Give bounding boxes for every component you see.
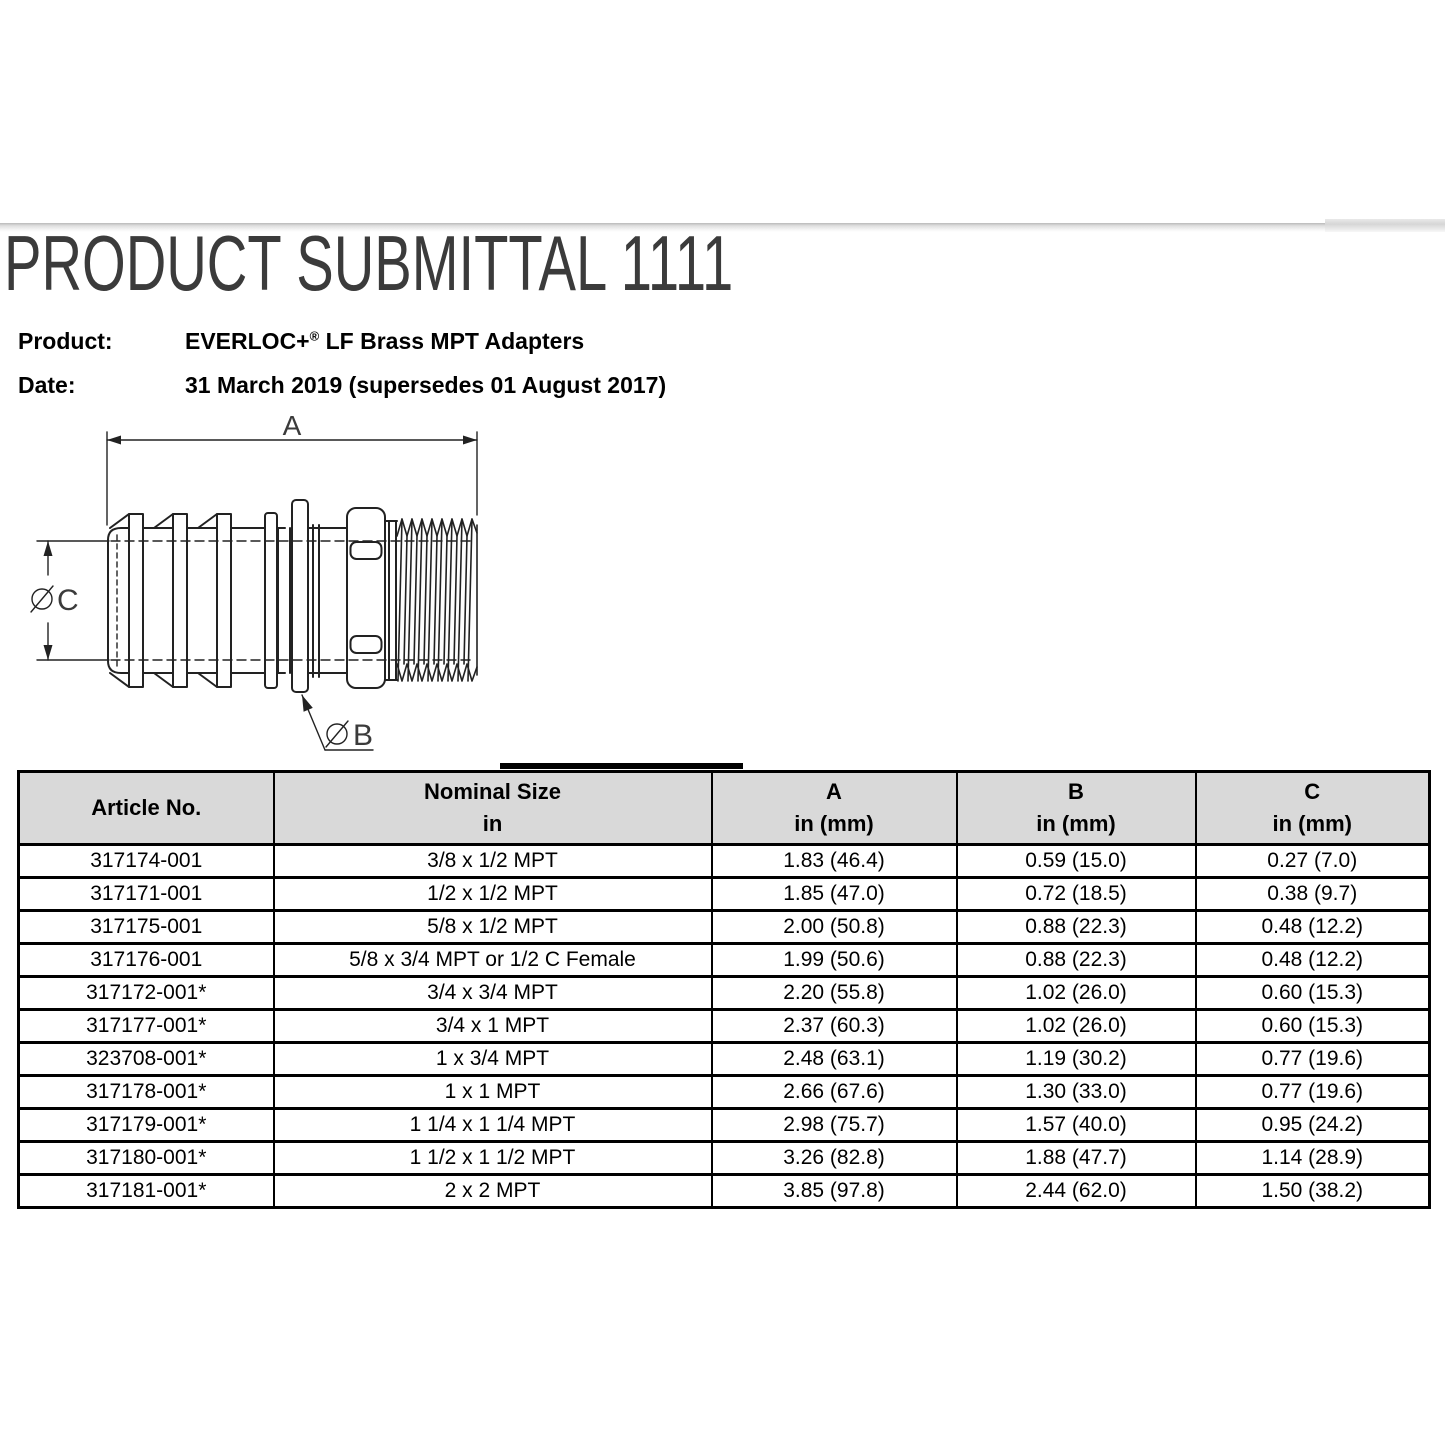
- dim-c-cell: 0.77 (19.6): [1196, 1076, 1430, 1109]
- arrowhead-up: [44, 541, 53, 556]
- arrowhead-right: [463, 436, 477, 445]
- nominal-size-cell: 2 x 2 MPT: [274, 1175, 712, 1208]
- dim-a-cell: 1.99 (50.6): [712, 944, 957, 977]
- arrowhead-leader: [302, 695, 313, 712]
- article-no-cell: 317180-001*: [19, 1142, 274, 1175]
- body-after-flange: [308, 525, 347, 677]
- dim-a-cell: 1.83 (46.4): [712, 845, 957, 878]
- nominal-size-cell: 1 1/4 x 1 1/4 MPT: [274, 1109, 712, 1142]
- dim-b-cell: 0.88 (22.3): [957, 911, 1196, 944]
- dim-b-cell: 0.88 (22.3): [957, 944, 1196, 977]
- mpt-threads: [397, 519, 477, 681]
- product-name-rest: LF Brass MPT Adapters: [319, 328, 585, 354]
- dim-a-cell: 2.48 (63.1): [712, 1043, 957, 1076]
- product-value: [185, 328, 584, 355]
- nominal-size-cell: 3/8 x 1/2 MPT: [274, 845, 712, 878]
- col-header-nominal-size: Nominal Size in: [274, 772, 712, 845]
- dim-a-cell: 2.20 (55.8): [712, 977, 957, 1010]
- dim-b-cell: 0.72 (18.5): [957, 878, 1196, 911]
- dim-c-cell: 0.77 (19.6): [1196, 1043, 1430, 1076]
- registered-trademark-symbol: ®: [309, 328, 320, 344]
- col-header-a: A in (mm): [712, 772, 957, 845]
- nominal-size-cell: 3/4 x 1 MPT: [274, 1010, 712, 1043]
- table-row: [19, 944, 1430, 977]
- arrowhead-down: [44, 645, 53, 660]
- dim-c-cell: 0.48 (12.2): [1196, 911, 1430, 944]
- dim-c-cell: 0.48 (12.2): [1196, 944, 1430, 977]
- nominal-size-cell: 1 x 3/4 MPT: [274, 1043, 712, 1076]
- dim-b-cell: 1.88 (47.7): [957, 1142, 1196, 1175]
- dim-c-cell: 0.60 (15.3): [1196, 977, 1430, 1010]
- dim-a-cell: 3.26 (82.8): [712, 1142, 957, 1175]
- nominal-size-cell: 1/2 x 1/2 MPT: [274, 878, 712, 911]
- scan-artifact: [500, 763, 743, 769]
- nominal-size-cell: 3/4 x 3/4 MPT: [274, 977, 712, 1010]
- article-no-cell: 317174-001: [19, 845, 274, 878]
- article-no-cell: 317181-001*: [19, 1175, 274, 1208]
- table-body: [19, 845, 1430, 1208]
- dim-a-cell: 3.85 (97.8): [712, 1175, 957, 1208]
- col-header-article-no: Article No.: [19, 772, 274, 845]
- nominal-size-cell: 5/8 x 1/2 MPT: [274, 911, 712, 944]
- dim-a-cell: 2.00 (50.8): [712, 911, 957, 944]
- table-row: [19, 1076, 1430, 1109]
- dim-c-cell: 0.38 (9.7): [1196, 878, 1430, 911]
- dim-a-cell: 2.37 (60.3): [712, 1010, 957, 1043]
- product-name: EVERLOC+: [185, 328, 310, 354]
- article-no-cell: 317171-001: [19, 878, 274, 911]
- table-row: [19, 911, 1430, 944]
- date-value: 31 March 2019 (supersedes 01 August 2017): [185, 372, 667, 398]
- hex-nut: [347, 508, 385, 688]
- dim-c-cell: 1.14 (28.9): [1196, 1142, 1430, 1175]
- table-row: [19, 878, 1430, 911]
- table-row: [19, 1175, 1430, 1208]
- article-no-cell: 317175-001: [19, 911, 274, 944]
- article-no-cell: 317179-001*: [19, 1109, 274, 1142]
- technical-drawing: [15, 415, 525, 767]
- article-no-cell: 317176-001: [19, 944, 274, 977]
- thread-relief: [385, 521, 397, 680]
- dim-b-cell: 1.02 (26.0): [957, 977, 1196, 1010]
- product-row: [18, 328, 918, 355]
- product-label: Product:: [18, 328, 113, 354]
- dimensions-table: [17, 770, 1431, 1209]
- dim-b-cell: 2.44 (62.0): [957, 1175, 1196, 1208]
- date-row: [18, 372, 918, 399]
- retaining-ring: [265, 513, 277, 688]
- table-row: [19, 977, 1430, 1010]
- page-title: PRODUCT SUBMITTAL 1111: [4, 219, 734, 307]
- arrowhead-left: [107, 436, 121, 445]
- col-header-c: C in (mm): [1196, 772, 1430, 845]
- table-row: [19, 1010, 1430, 1043]
- date-label: Date:: [18, 372, 76, 398]
- dim-b-cell: 0.59 (15.0): [957, 845, 1196, 878]
- article-no-cell: 323708-001*: [19, 1043, 274, 1076]
- nominal-size-cell: 1 x 1 MPT: [274, 1076, 712, 1109]
- dim-b-cell: 1.02 (26.0): [957, 1010, 1196, 1043]
- article-no-cell: 317172-001*: [19, 977, 274, 1010]
- col-header-b: B in (mm): [957, 772, 1196, 845]
- dim-a-cell: 1.85 (47.0): [712, 878, 957, 911]
- dim-b-cell: 1.57 (40.0): [957, 1109, 1196, 1142]
- nominal-size-cell: 5/8 x 3/4 MPT or 1/2 C Female: [274, 944, 712, 977]
- table-row: [19, 1043, 1430, 1076]
- dim-b-cell: 1.19 (30.2): [957, 1043, 1196, 1076]
- dim-b-cell: 1.30 (33.0): [957, 1076, 1196, 1109]
- collar-flange: [292, 500, 308, 692]
- dim-c-cell: 0.60 (15.3): [1196, 1010, 1430, 1043]
- table-header: [19, 772, 1430, 845]
- dim-c-cell: 0.95 (24.2): [1196, 1109, 1430, 1142]
- table-row: [19, 1109, 1430, 1142]
- dim-a-cell: 2.66 (67.6): [712, 1076, 957, 1109]
- article-no-cell: 317177-001*: [19, 1010, 274, 1043]
- dim-c-cell: 0.27 (7.0): [1196, 845, 1430, 878]
- nominal-size-cell: 1 1/2 x 1 1/2 MPT: [274, 1142, 712, 1175]
- table-row: [19, 1142, 1430, 1175]
- dim-b-label: B: [353, 719, 374, 752]
- table-row: [19, 845, 1430, 878]
- dim-a-cell: 2.98 (75.7): [712, 1109, 957, 1142]
- article-no-cell: 317178-001*: [19, 1076, 274, 1109]
- dim-a-label: A: [282, 415, 302, 441]
- page-edge-shadow-right: [1325, 219, 1445, 232]
- dim-c-cell: 1.50 (38.2): [1196, 1175, 1430, 1208]
- dim-c-label: C: [57, 584, 79, 617]
